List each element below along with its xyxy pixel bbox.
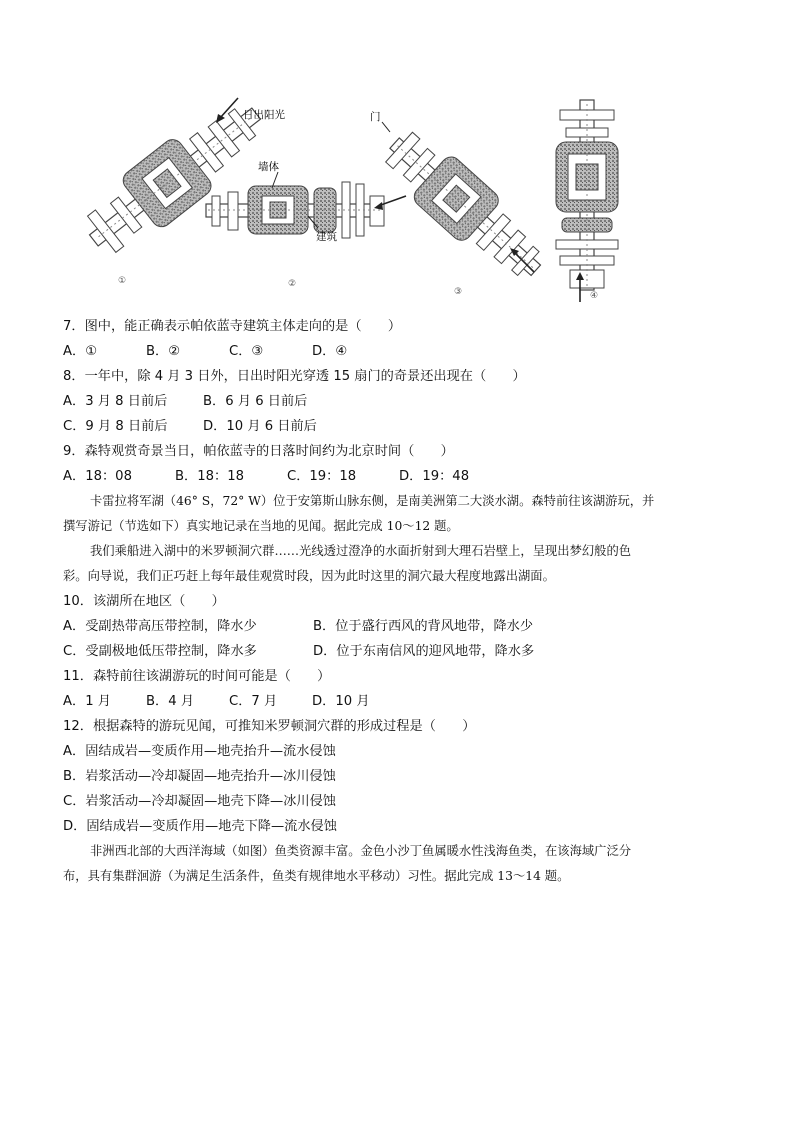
q8-option-d[interactable]: D．10 月 6 日前后 — [203, 419, 317, 434]
passage-1-line-4: 彩。向导说，我们正巧赶上每年最佳观赏时段，因为此时这里的洞穴最大程度地露出湖面。 — [63, 569, 555, 583]
passage-1-line-1: 卡雷拉将军湖（46° S，72° W）位于安第斯山脉东侧，是南美洲第二大淡水湖。森特前往该湖游玩，并 — [90, 494, 655, 508]
question-12-stem: 12．根据森特的游玩见闻，可推知米罗顿洞穴群的形成过程是（ ） — [63, 719, 476, 734]
temple-orientation-figure — [60, 92, 620, 302]
q7-option-d[interactable]: D．④ — [312, 344, 348, 359]
q7-option-a[interactable]: A．① — [63, 344, 98, 359]
panel-3-label: ③ — [454, 287, 463, 297]
question-10-options-row2 — [63, 639, 743, 664]
temple-plan-4 — [556, 100, 618, 301]
question-8-options-row2 — [63, 414, 743, 439]
q8-option-a[interactable]: A．3 月 8 日前后 — [63, 394, 168, 409]
question-11-options — [63, 689, 743, 714]
q9-option-a[interactable]: A．18：08 — [63, 469, 132, 484]
q12-option-c[interactable]: C．岩浆活动—冷却凝固—地壳下降—冰川侵蚀 — [63, 794, 336, 809]
passage-1-line-3: 我们乘船进入湖中的米罗顿洞穴群……光线透过澄净的水面折射到大理石岩壁上，呈现出梦幻般的色 — [90, 544, 632, 558]
q9-option-d[interactable]: D．19：48 — [399, 469, 470, 484]
passage-1-line-2: 撰写游记（节选如下）真实地记录在当地的见闻。据此完成 10～12 题。 — [63, 519, 459, 533]
passage-2-line-2: 布，具有集群洄游（为满足生活条件，鱼类有规律地水平移动）习性。据此完成 13～14 题。 — [63, 869, 570, 883]
question-7-stem: 7．图中，能正确表示帕依蓝寺建筑主体走向的是（ ） — [63, 319, 402, 334]
q8-option-c[interactable]: C．9 月 8 日前后 — [63, 419, 168, 434]
q10-option-a[interactable]: A．受副热带高压带控制，降水少 — [63, 619, 257, 634]
q11-option-a[interactable]: A．1 月 — [63, 694, 111, 709]
q11-option-c[interactable]: C．7 月 — [229, 694, 278, 709]
q10-option-c[interactable]: C．受副极地低压带控制，降水多 — [63, 644, 257, 659]
q10-option-d[interactable]: D．位于东南信风的迎风地带，降水多 — [313, 644, 535, 659]
panel-1-label: ① — [118, 276, 127, 286]
q8-option-b[interactable]: B．6 月 6 日前后 — [203, 394, 308, 409]
gate-leader-line — [382, 122, 390, 132]
gate-label: 门 — [370, 111, 381, 123]
q12-option-b[interactable]: B．岩浆活动—冷却凝固—地壳抬升—冰川侵蚀 — [63, 769, 336, 784]
building-label: 建筑 — [316, 231, 337, 243]
q9-option-c[interactable]: C．19：18 — [287, 469, 357, 484]
temple-plan-2 — [206, 182, 384, 289]
temple-plan-3 — [375, 121, 556, 297]
q7-option-b[interactable]: B．② — [146, 344, 181, 359]
question-9-options — [63, 464, 743, 489]
q11-option-b[interactable]: B．4 月 — [146, 694, 195, 709]
sunrise-label: 日出阳光 — [243, 109, 285, 121]
q10-option-b[interactable]: B．位于盛行西风的背风地带，降水少 — [313, 619, 534, 634]
question-10-stem: 10．该湖所在地区（ ） — [63, 594, 225, 609]
question-7-options — [63, 339, 743, 364]
question-8-stem: 8．一年中，除 4 月 3 日外，日出时阳光穿透 15 扇门的奇景还出现在（ ） — [63, 369, 526, 384]
q12-option-a[interactable]: A．固结成岩—变质作用—地壳抬升—流水侵蚀 — [63, 744, 336, 759]
panel-2-label: ② — [288, 279, 297, 289]
question-10-options-row1 — [63, 614, 743, 639]
q12-option-d[interactable]: D．固结成岩—变质作用—地壳下降—流水侵蚀 — [63, 819, 337, 834]
q11-option-d[interactable]: D．10 月 — [312, 694, 370, 709]
question-11-stem: 11．森特前往该湖游玩的时间可能是（ ） — [63, 669, 331, 684]
question-8-options-row1 — [63, 389, 743, 414]
panel-4-label: ④ — [590, 291, 599, 301]
temple-plan-1 — [74, 92, 277, 286]
q7-option-c[interactable]: C．③ — [229, 344, 264, 359]
question-sheet — [63, 314, 743, 889]
question-9-stem: 9．森特观赏奇景当日，帕依蓝寺的日落时间约为北京时间（ ） — [63, 444, 454, 459]
wall-label: 墙体 — [258, 161, 279, 173]
passage-2-line-1: 非洲西北部的大西洋海域（如图）鱼类资源丰富。金色小沙丁鱼属暖水性浅海鱼类，在该海域广泛分 — [90, 844, 632, 858]
q9-option-b[interactable]: B．18：18 — [175, 469, 244, 484]
